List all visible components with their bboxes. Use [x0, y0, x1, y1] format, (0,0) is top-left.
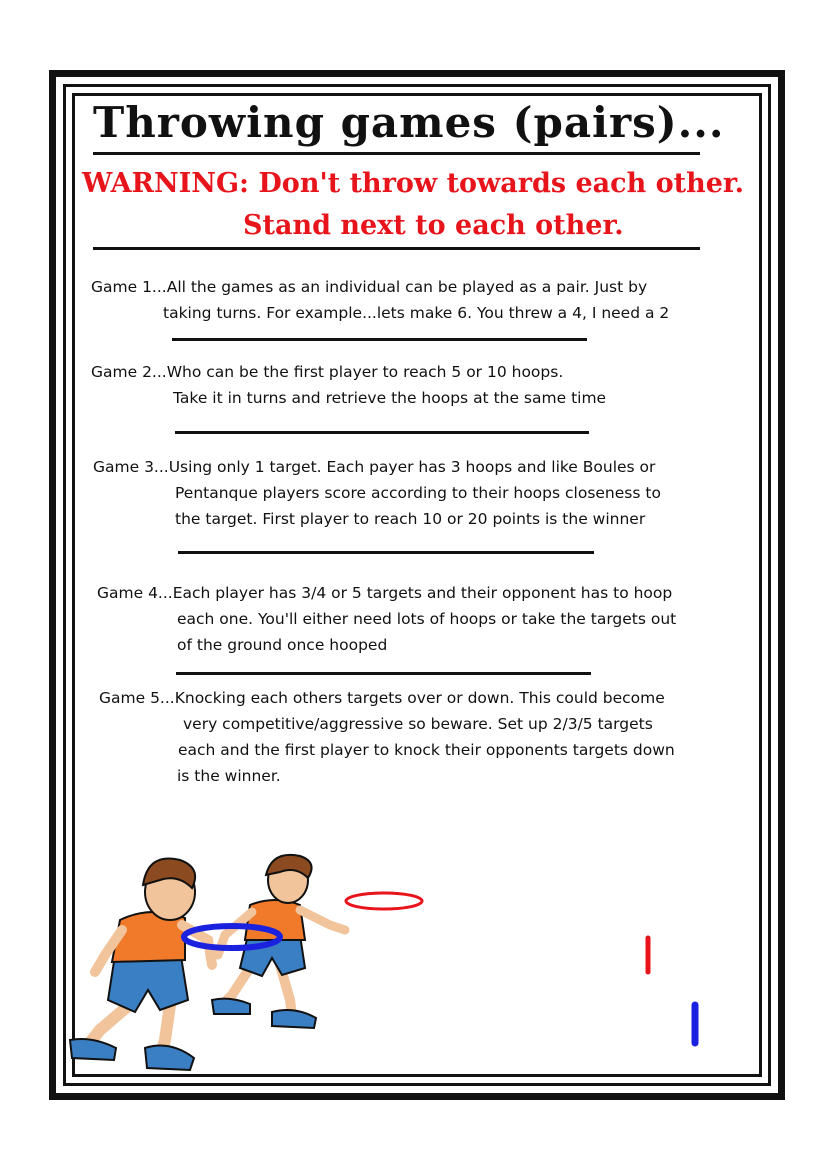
game-5-line-4: is the winner. — [177, 767, 281, 785]
game-5-line-3: each and the first player to knock their opponents targets down — [178, 741, 675, 759]
red-hoop-icon — [346, 893, 422, 909]
warning-line-1: WARNING: Don't throw towards each other. — [82, 168, 745, 199]
game-4-line-2: each one. You'll either need lots of hoops or take the targets out — [177, 610, 677, 628]
boy-throwing-icon — [70, 858, 212, 1070]
game-4-line-1: Game 4...Each player has 3/4 or 5 targets and their opponent has to hoop — [97, 584, 673, 602]
game-1-line-2: taking turns. For example...lets make 6. You threw a 4, I need a 2 — [163, 304, 670, 322]
game-4-line-3: of the ground once hooped — [177, 636, 388, 654]
game-5-line-1: Game 5...Knocking each others targets over or down. This could become — [99, 689, 665, 707]
game-5-line-2: very competitive/aggressive so beware. Set up 2/3/5 targets — [183, 715, 653, 733]
game-3-line-2: Pentanque players score according to their hoops closeness to — [175, 484, 661, 502]
game-3-line-1: Game 3...Using only 1 target. Each payer has 3 hoops and like Boules or — [93, 458, 656, 476]
warning-line-2: Stand next to each other. — [243, 210, 624, 241]
game-1-line-1: Game 1...All the games as an individual can be played as a pair. Just by — [91, 278, 648, 296]
page-title: Throwing games (pairs)... — [93, 98, 725, 147]
game-3-line-3: the target. First player to reach 10 or 20 points is the winner — [175, 510, 646, 528]
game-2-line-1: Game 2...Who can be the first player to reach 5 or 10 hoops. — [91, 363, 564, 381]
game-2-line-2: Take it in turns and retrieve the hoops at the same time — [173, 389, 607, 407]
